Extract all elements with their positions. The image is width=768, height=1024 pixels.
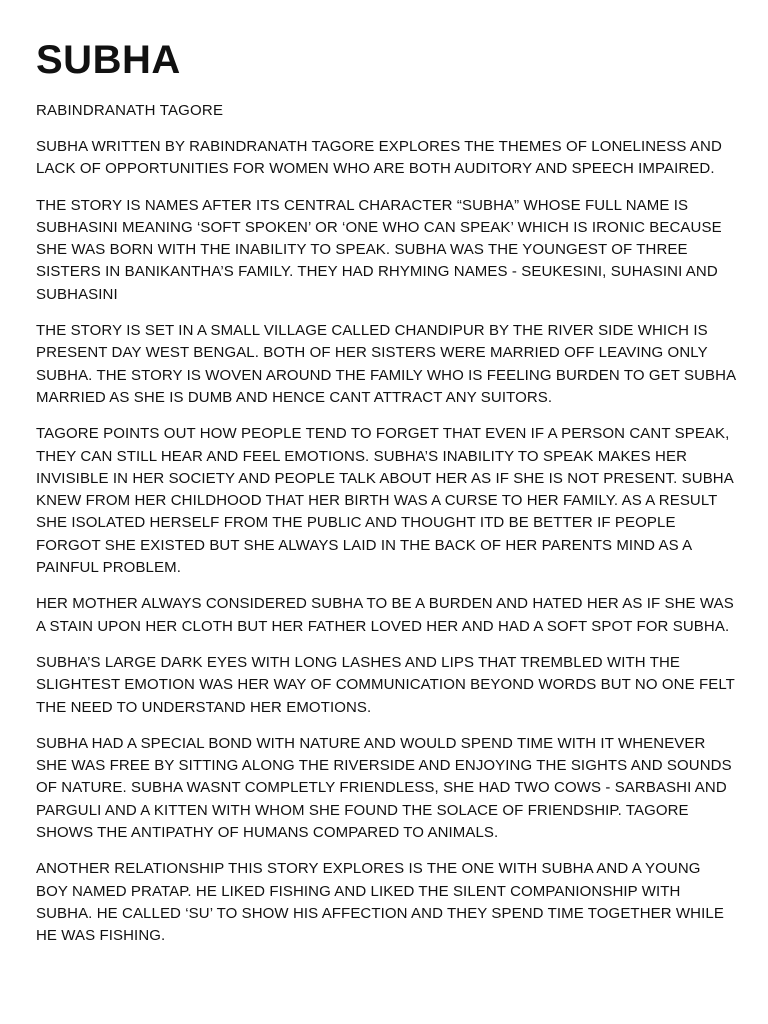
paragraph-6: SUBHA’S LARGE DARK EYES WITH LONG LASHES AND LIPS THAT TREMBLED WITH THE SLIGHTEST EMOTION WAS HER WAY OF COMMUNICATION BEYOND WORDS BUT NO ONE FELT THE NEED TO UNDERSTAND HER EMOTIONS. <box>36 653 735 716</box>
paragraph-2: THE STORY IS NAMES AFTER ITS CENTRAL CHARACTER “SUBHA” WHOSE FULL NAME IS SUBHASINI MEANING ‘SOFT SPOKEN’ OR ‘ONE WHO CAN SPEAK’ WHICH IS IRONIC BECAUSE SHE WAS BORN WITH THE INABILITY TO SPEAK. SUBHA WAS THE YOUNGEST OF THREE SISTERS IN BANIKANTHA’S FAMILY. THEY HAD RHYMING NAMES - SEUKESINI, SUHASINI AND SUBHASINI <box>36 196 722 303</box>
document-title: SUBHA <box>36 38 181 82</box>
document-author: RABINDRANATH TAGORE <box>36 102 224 119</box>
paragraph-7: SUBHA HAD A SPECIAL BOND WITH NATURE AND WOULD SPEND TIME WITH IT WHENEVER SHE WAS FREE BY SITTING ALONG THE RIVERSIDE AND ENJOYING THE SIGHTS AND SOUNDS OF NATURE. SUBHA WASNT COMPLETLY FRIENDLESS, SHE HAD TWO COWS - SARBASHI AND PARGULI AND A KITTEN WITH WHOM SHE FOUND THE SOLACE OF FRIENDSHIP. TAGORE SHOWS THE ANTIPATHY OF HUMANS COMPARED TO ANIMALS. <box>36 734 732 842</box>
paragraph-5: HER MOTHER ALWAYS CONSIDERED SUBHA TO BE A BURDEN AND HATED HER AS IF SHE WAS A STAIN UPON HER CLOTH BUT HER FATHER LOVED HER AND HAD A SOFT SPOT FOR SUBHA. <box>36 595 734 635</box>
paragraph-1: SUBHA WRITTEN BY RABINDRANATH TAGORE EXPLORES THE THEMES OF LONELINESS AND LACK OF OPPORTUNITIES FOR WOMEN WHO ARE BOTH AUDITORY AND SPEECH IMPAIRED. <box>36 138 722 178</box>
paragraph-4: TAGORE POINTS OUT HOW PEOPLE TEND TO FORGET THAT EVEN IF A PERSON CANT SPEAK, THEY CAN STILL HEAR AND FEEL EMOTIONS. SUBHA’S INABILITY TO SPEAK MAKES HER INVISIBLE IN HER SOCIETY AND PEOPLE TALK ABOUT HER AS IF SHE IS NOT PRESENT. SUBHA KNEW FROM HER CHILDHOOD THAT HER BIRTH WAS A CURSE TO HER FAMILY. AS A RESULT SHE ISOLATED HERSELF FROM THE PUBLIC AND THOUGHT ITD BE BETTER IF PEOPLE FORGOT SHE EXISTED BUT SHE ALWAYS LAID IN THE BACK OF HER PARENTS MIND AS A PAINFUL PROBLEM. <box>36 425 734 577</box>
document-page <box>36 36 736 962</box>
paragraph-8: ANOTHER RELATIONSHIP THIS STORY EXPLORES IS THE ONE WITH SUBHA AND A YOUNG BOY NAMED PRATAP. HE LIKED FISHING AND LIKED THE SILENT COMPANIONSHIP WITH SUBHA. HE CALLED ‘SU’ TO SHOW HIS AFFECTION AND THEY SPEND TIME TOGETHER WHILE HE WAS FISHING. <box>36 860 724 945</box>
paragraph-3: THE STORY IS SET IN A SMALL VILLAGE CALLED CHANDIPUR BY THE RIVER SIDE WHICH IS PRESENT DAY WEST BENGAL. BOTH OF HER SISTERS WERE MARRIED OFF LEAVING ONLY SUBHA. THE STORY IS WOVEN AROUND THE FAMILY WHO IS FEELING BURDEN TO GET SUBHA MARRIED AS SHE IS DUMB AND HENCE CANT ATTRACT ANY SUITORS. <box>36 322 736 406</box>
